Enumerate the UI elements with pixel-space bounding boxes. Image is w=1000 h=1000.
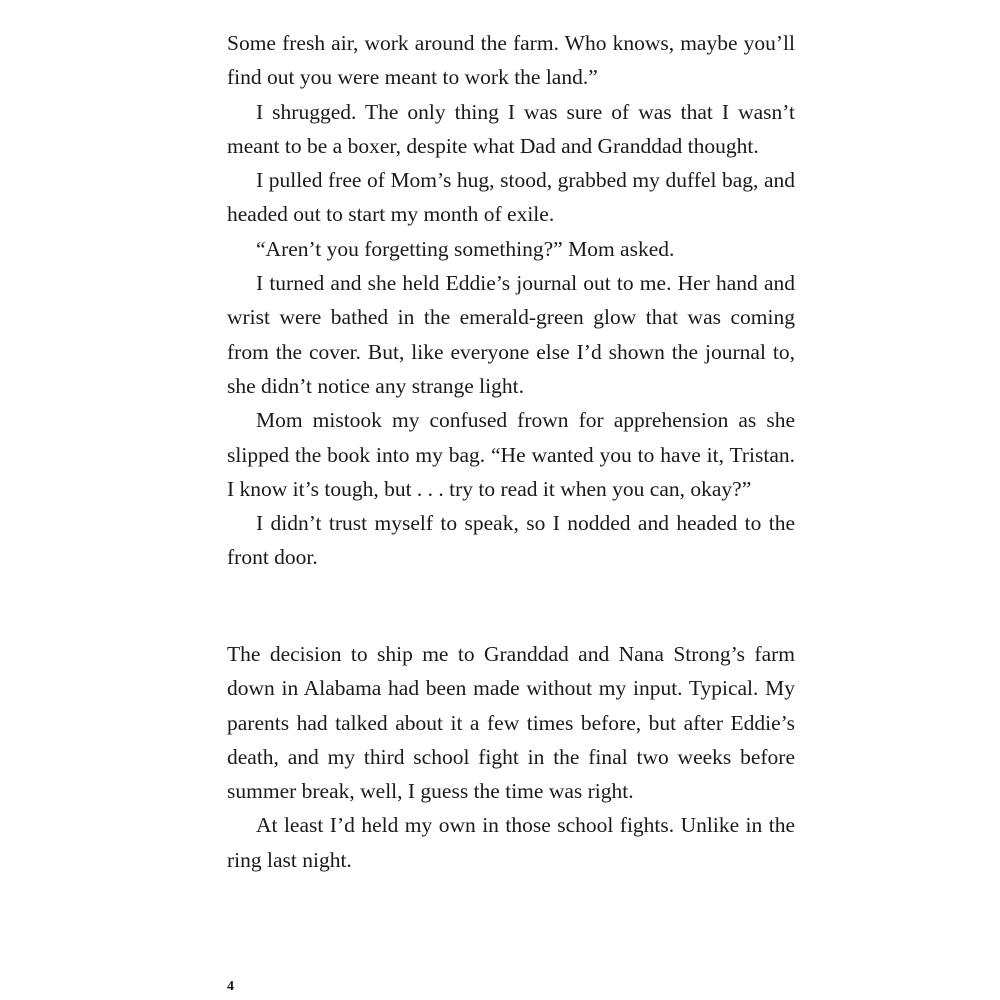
- paragraph: I didn’t trust myself to speak, so I nodded and headed to the front door.: [227, 511, 795, 570]
- paragraph: I shrugged. The only thing I was sure of was that I wasn’t meant to be a boxer, despite what Dad and Granddad thought.: [227, 99, 795, 158]
- paragraph: I pulled free of Mom’s hug, stood, grabbed my duffel bag, and headed out to start my month of exile.: [227, 168, 795, 227]
- paragraph: At least I’d held my own in those school fights. Unlike in the ring last night.: [227, 813, 795, 872]
- paragraph: I turned and she held Eddie’s journal out to me. Her hand and wrist were bathed in the emerald-green glow that was coming from the cover. But, like everyone else I’d shown the journal to, she didn’t notice any strange light.: [227, 271, 795, 398]
- paragraph: “Aren’t you forgetting something?” Mom asked.: [256, 236, 675, 261]
- paragraph: The decision to ship me to Granddad and Nana Strong’s farm down in Alabama had been made without my input. Typical. My parents had talked about it a few times before, but after Eddie’s death, and my third school fight in the final two weeks before summer break, well, I guess the time was right.: [227, 642, 795, 804]
- section-two: [227, 637, 795, 877]
- section-one: [227, 26, 795, 575]
- paragraph: Mom mistook my confused frown for apprehension as she slipped the book into my bag. “He wanted you to have it, Tristan. I know it’s tough, but . . . try to read it when you can, okay?”: [227, 408, 795, 501]
- page-number: 4: [227, 979, 234, 994]
- paragraph: Some fresh air, work around the farm. Who knows, maybe you’ll find out you were meant to work the land.”: [227, 31, 795, 90]
